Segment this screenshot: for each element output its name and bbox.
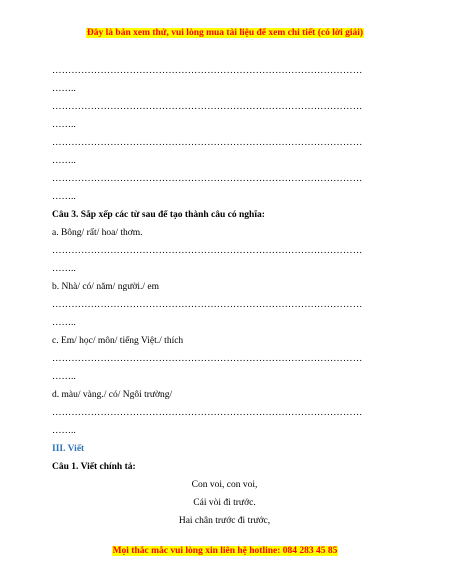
document-body	[52, 62, 397, 530]
question-3-item-b: b. Nhà/ có/ năm/ người./ em	[52, 282, 160, 292]
answer-line: ……………………………………………………………………………………	[52, 138, 363, 148]
answer-line-end: ……..	[52, 264, 76, 274]
answer-line: ……………………………………………………………………………………	[52, 300, 363, 310]
section-heading: III. Viết	[52, 444, 85, 454]
hotline-banner	[0, 545, 450, 557]
question-3-item-a: a. Bông/ rất/ hoa/ thơm.	[52, 228, 143, 238]
preview-banner-text: Đây là bản xem thử, vui lòng mua tài liệu để xem chi tiết (có lời giải)	[86, 28, 364, 38]
question-3-item-c: c. Em/ học/ môn/ tiếng Việt./ thích	[52, 336, 184, 346]
answer-line-end: ……..	[52, 426, 76, 436]
question-3-item-d: d. màu/ vàng./ có/ Ngôi trường/	[52, 390, 173, 400]
answer-line-end: ……..	[52, 318, 76, 328]
answer-line-end: ……..	[52, 84, 76, 94]
answer-line: ……………………………………………………………………………………	[52, 174, 363, 184]
answer-line: ……………………………………………………………………………………	[52, 246, 363, 256]
answer-line: ……………………………………………………………………………………	[52, 102, 363, 112]
answer-line: ……………………………………………………………………………………	[52, 354, 363, 364]
poem-line: Cái vòi đi trước.	[193, 498, 256, 508]
answer-line-end: ……..	[52, 120, 76, 130]
preview-banner	[0, 27, 450, 39]
poem-line: Con voi, con voi,	[191, 480, 258, 490]
question-3-title: Câu 3. Sắp xếp các từ sau để tạo thành câu có nghĩa:	[52, 210, 265, 220]
answer-line: ……………………………………………………………………………………	[52, 408, 363, 418]
answer-line: ……………………………………………………………………………………	[52, 66, 363, 76]
poem-line: Hai chân trước đi trước,	[178, 516, 271, 526]
hotline-banner-text: Mọi thắc mắc vui lòng xin liên hệ hotline: 084 283 45 85	[112, 546, 338, 556]
question-1-title: Câu 1. Viết chính tả:	[52, 462, 136, 472]
answer-line-end: ……..	[52, 192, 76, 202]
answer-line-end: ……..	[52, 372, 76, 382]
answer-line-end: ……..	[52, 156, 76, 166]
